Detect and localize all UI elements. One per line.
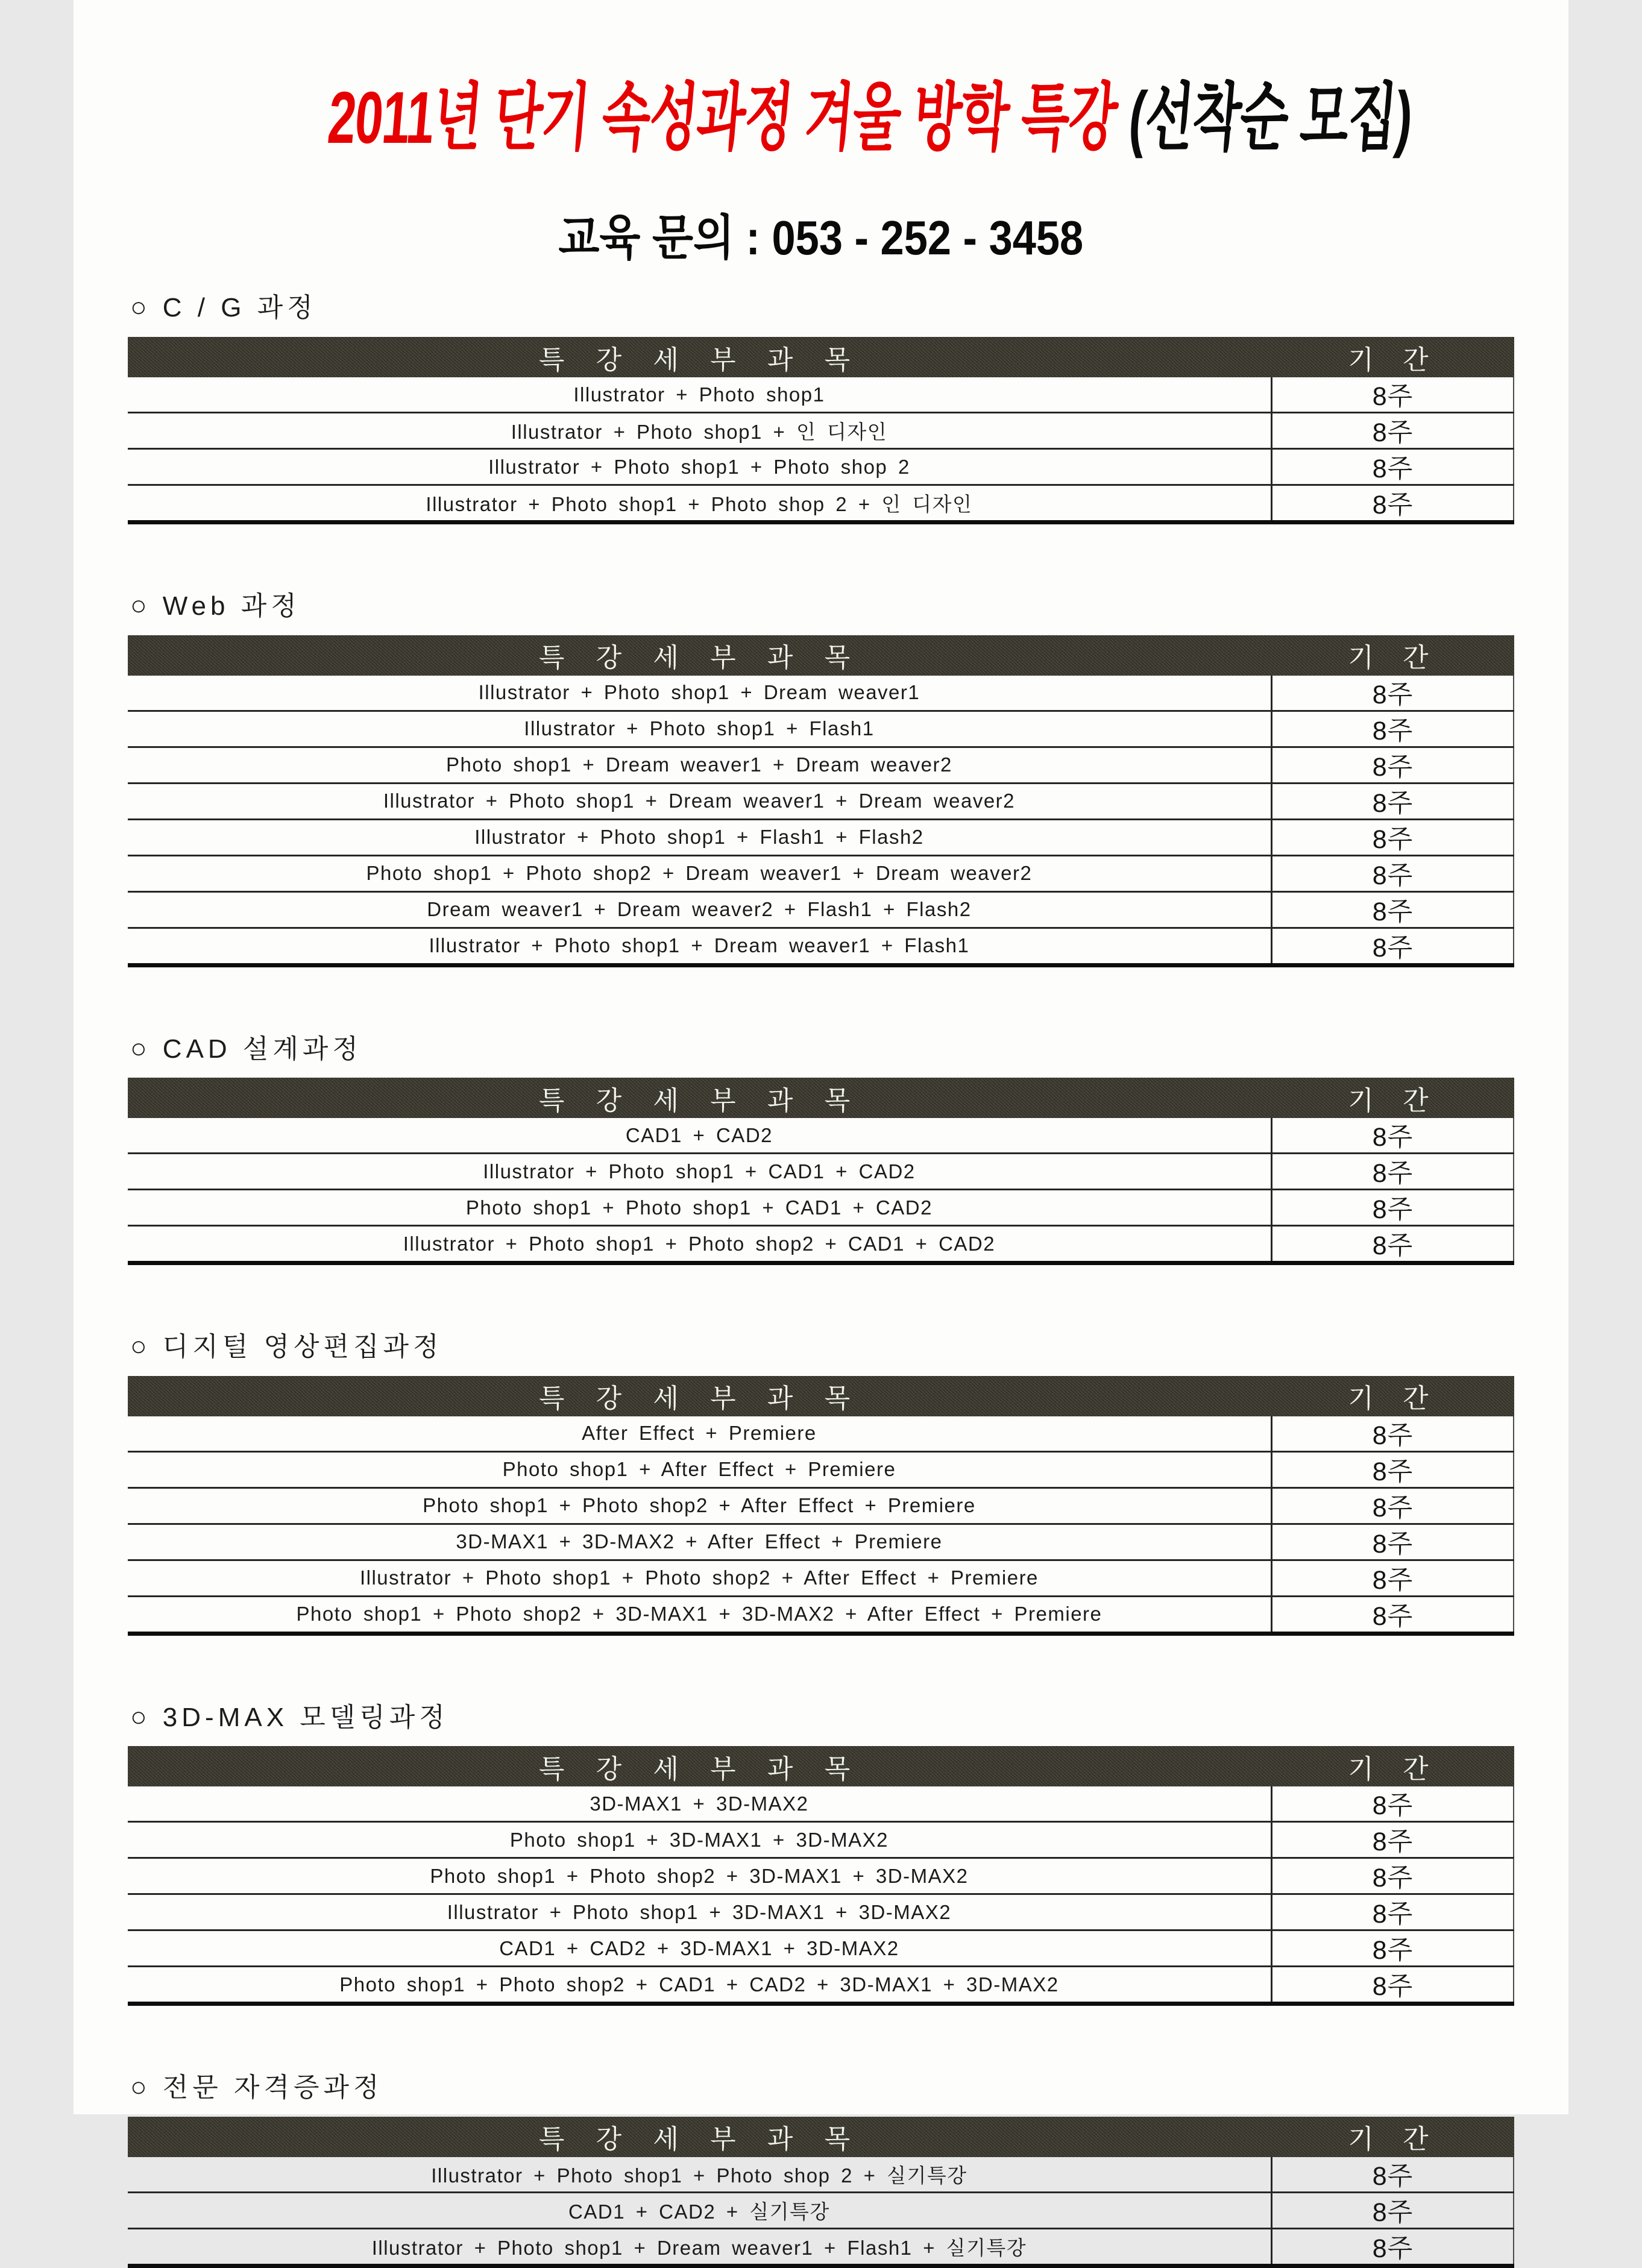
circle-bullet-icon: ○ (130, 1330, 147, 1362)
subject-column-header: 특 강 세 부 과 목 (538, 2125, 863, 2155)
period-cell: 8주 (1271, 1525, 1514, 1559)
table-row (128, 2191, 1514, 2228)
section-heading-label: 3D-MAX 모델링과정 (162, 1702, 449, 1732)
period-cell: 8주 (1271, 2157, 1514, 2191)
period-cell: 8주 (1271, 1489, 1514, 1523)
subject-cell: Photo shop1 + Photo shop1 + CAD1 + CAD2 (465, 1196, 933, 1219)
circle-bullet-icon: ○ (130, 2071, 147, 2103)
period-cell: 8주 (1271, 1561, 1514, 1595)
period-cell: 8주 (1271, 1227, 1514, 1261)
table-row (128, 1152, 1514, 1189)
contact-phone (74, 212, 1568, 265)
subject-cell: Dream weaver1 + Dream weaver2 + Flash1 + Flash2 (427, 898, 972, 921)
subject-column-header: 특 강 세 부 과 목 (538, 1085, 863, 1116)
table-row (128, 1416, 1514, 1451)
course-table-body (128, 1118, 1514, 1261)
course-section (128, 1701, 1514, 2006)
subject-cell: Illustrator + Photo shop1 + Photo shop 2 (488, 455, 910, 478)
table-row (128, 448, 1514, 484)
course-table-header (128, 1078, 1514, 1118)
contact-phone-text: 교육 문의 : 053 - 252 - 3458 (558, 211, 1084, 265)
subject-cell: Photo shop1 + Dream weaver1 + Dream weaver2 (446, 753, 952, 776)
period-cell: 8주 (1271, 1895, 1514, 1929)
subject-cell: Illustrator + Photo shop1 + Dream weaver1 (478, 681, 920, 704)
course-section (128, 2071, 1514, 2268)
table-row (128, 1786, 1514, 1821)
subject-cell: Illustrator + Photo shop1 + Photo shop 2 + 인 디자인 (426, 493, 973, 516)
subject-cell: After Effect + Premiere (582, 1422, 817, 1445)
period-cell: 8주 (1271, 1967, 1514, 2002)
period-cell: 8주 (1271, 929, 1514, 963)
section-heading (130, 589, 1514, 622)
table-row (128, 2157, 1514, 2191)
period-column-header: 기 간 (1348, 1085, 1439, 1116)
subject-cell: Illustrator + Photo shop1 + Photo shop2 + After Effect + Premiere (359, 1566, 1039, 1589)
table-row (128, 1451, 1514, 1487)
course-section (128, 1032, 1514, 1266)
table-row (128, 412, 1514, 448)
subject-cell: Illustrator + Photo shop1 + 3D-MAX1 + 3D-MAX2 (447, 1900, 952, 1923)
section-heading-label: 전문 자격증과정 (162, 2073, 383, 2103)
subject-column-header: 특 강 세 부 과 목 (538, 1384, 863, 1414)
subject-cell: CAD1 + CAD2 + 실기특강 (568, 2200, 830, 2223)
period-cell: 8주 (1271, 2193, 1514, 2228)
table-row (128, 1595, 1514, 1632)
subject-cell: Photo shop1 + 3D-MAX1 + 3D-MAX2 (509, 1828, 889, 1851)
period-cell: 8주 (1271, 784, 1514, 818)
period-cell: 8주 (1271, 1190, 1514, 1225)
table-row (128, 891, 1514, 927)
course-table-header (128, 1376, 1514, 1416)
subject-cell: Photo shop1 + Photo shop2 + After Effect + Premiere (423, 1494, 976, 1517)
period-cell: 8주 (1271, 1931, 1514, 1965)
period-cell: 8주 (1271, 1154, 1514, 1189)
course-table (128, 635, 1514, 967)
course-table (128, 2117, 1514, 2268)
table-row (128, 1965, 1514, 2002)
subject-cell: Illustrator + Photo shop1 + Photo shop2 + CAD1 + CAD2 (403, 1232, 996, 1255)
course-flyer-page (74, 0, 1568, 2263)
table-row (128, 1893, 1514, 1929)
period-cell: 8주 (1271, 1597, 1514, 1632)
course-table-body (128, 377, 1514, 520)
subject-cell: Photo shop1 + Photo shop2 + 3D-MAX1 + 3D-MAX2 + After Effect + Premiere (296, 1603, 1103, 1626)
table-row (128, 2228, 1514, 2264)
course-table (128, 1746, 1514, 2006)
circle-bullet-icon: ○ (130, 291, 147, 323)
section-heading-label: CAD 설계과정 (162, 1034, 362, 1064)
table-row (128, 1487, 1514, 1523)
period-cell: 8주 (1271, 712, 1514, 746)
subject-column-header: 특 강 세 부 과 목 (538, 1754, 863, 1784)
subject-cell: Photo shop1 + After Effect + Premiere (502, 1458, 896, 1481)
period-column-header: 기 간 (1348, 1384, 1439, 1414)
subject-cell: CAD1 + CAD2 + 3D-MAX1 + 3D-MAX2 (499, 1937, 899, 1959)
period-cell: 8주 (1271, 486, 1514, 520)
table-row (128, 746, 1514, 782)
period-cell: 8주 (1271, 450, 1514, 484)
period-column-header: 기 간 (1348, 1754, 1439, 1784)
period-cell: 8주 (1271, 1823, 1514, 1857)
table-row (128, 1929, 1514, 1965)
section-heading-label: C / G 과정 (162, 293, 317, 323)
circle-bullet-icon: ○ (130, 1700, 147, 1732)
course-table-body (128, 2157, 1514, 2264)
table-row (128, 676, 1514, 710)
table-row (128, 484, 1514, 520)
subject-cell: Photo shop1 + Photo shop2 + Dream weaver1 + Dream weaver2 (366, 862, 1033, 885)
course-sections (128, 291, 1514, 2268)
circle-bullet-icon: ○ (130, 589, 147, 621)
table-row (128, 782, 1514, 818)
course-table (128, 337, 1514, 524)
section-heading (130, 1701, 1514, 1733)
period-cell: 8주 (1271, 413, 1514, 448)
course-table-header (128, 2117, 1514, 2157)
period-cell: 8주 (1271, 1416, 1514, 1451)
course-table-body (128, 1786, 1514, 2002)
period-cell: 8주 (1271, 893, 1514, 927)
course-table-header (128, 635, 1514, 676)
period-column-header: 기 간 (1348, 345, 1439, 375)
course-section (128, 589, 1514, 967)
table-row (128, 927, 1514, 963)
subject-cell: Illustrator + Photo shop1 + CAD1 + CAD2 (483, 1160, 916, 1183)
table-row (128, 710, 1514, 746)
period-cell: 8주 (1271, 377, 1514, 412)
subject-column-header: 특 강 세 부 과 목 (538, 345, 863, 375)
circle-bullet-icon: ○ (130, 1032, 147, 1064)
course-table (128, 1078, 1514, 1265)
table-row (128, 1559, 1514, 1595)
period-cell: 8주 (1271, 1859, 1514, 1893)
table-row (128, 1523, 1514, 1559)
table-row (128, 1225, 1514, 1261)
period-cell: 8주 (1271, 1118, 1514, 1152)
period-cell: 8주 (1271, 1453, 1514, 1487)
section-heading (130, 1032, 1514, 1065)
period-cell: 8주 (1271, 1786, 1514, 1821)
period-cell: 8주 (1271, 856, 1514, 891)
period-column-header: 기 간 (1348, 643, 1439, 673)
subject-cell: Illustrator + Photo shop1 + 인 디자인 (511, 421, 888, 444)
page-title-note: (선착순 모집) (1126, 76, 1415, 159)
subject-cell: Illustrator + Photo shop1 + Flash1 + Flash2 (474, 826, 924, 849)
subject-cell: Illustrator + Photo shop1 + Photo shop 2 + 실기특강 (431, 2164, 967, 2187)
period-cell: 8주 (1271, 2229, 1514, 2264)
section-heading-label: Web 과정 (162, 591, 301, 621)
subject-cell: Illustrator + Photo shop1 + Dream weaver1 + Dream weaver2 (383, 790, 1016, 812)
course-section (128, 1330, 1514, 1636)
period-cell: 8주 (1271, 748, 1514, 782)
section-heading (130, 291, 1514, 324)
table-row (128, 377, 1514, 412)
section-heading (130, 2071, 1514, 2103)
subject-cell: Photo shop1 + Photo shop2 + 3D-MAX1 + 3D-MAX2 (430, 1864, 969, 1887)
section-heading (130, 1330, 1514, 1363)
course-section (128, 291, 1514, 524)
subject-cell: Illustrator + Photo shop1 + Flash1 (524, 717, 875, 740)
subject-cell: Photo shop1 + Photo shop2 + CAD1 + CAD2 + 3D-MAX1 + 3D-MAX2 (339, 1973, 1059, 1996)
subject-cell: Illustrator + Photo shop1 + Dream weaver1 + Flash1 + 실기특강 (371, 2236, 1027, 2259)
table-row (128, 1857, 1514, 1893)
course-table-body (128, 1416, 1514, 1632)
subject-cell: 3D-MAX1 + 3D-MAX2 + After Effect + Premiere (456, 1530, 943, 1553)
period-cell: 8주 (1271, 676, 1514, 710)
subject-cell: CAD1 + CAD2 (625, 1123, 773, 1146)
course-table-body (128, 676, 1514, 963)
subject-column-header: 특 강 세 부 과 목 (538, 643, 863, 673)
course-table-header (128, 337, 1514, 377)
table-row (128, 1118, 1514, 1152)
period-column-header: 기 간 (1348, 2125, 1439, 2155)
page-title (325, 75, 1415, 162)
course-table-header (128, 1746, 1514, 1786)
course-table (128, 1376, 1514, 1636)
table-row (128, 818, 1514, 855)
subject-cell: Illustrator + Photo shop1 + Dream weaver1 + Flash1 (429, 934, 970, 957)
subject-cell: Illustrator + Photo shop1 (573, 383, 825, 406)
page-title-main: 2011년 단기 속성과정 겨울 방학 특강 (325, 76, 1133, 159)
table-row (128, 1821, 1514, 1857)
period-cell: 8주 (1271, 820, 1514, 855)
table-row (128, 855, 1514, 891)
section-heading-label: 디지털 영상편집과정 (162, 1332, 443, 1362)
table-row (128, 1189, 1514, 1225)
title-block (74, 0, 1568, 265)
subject-cell: 3D-MAX1 + 3D-MAX2 (590, 1792, 809, 1815)
